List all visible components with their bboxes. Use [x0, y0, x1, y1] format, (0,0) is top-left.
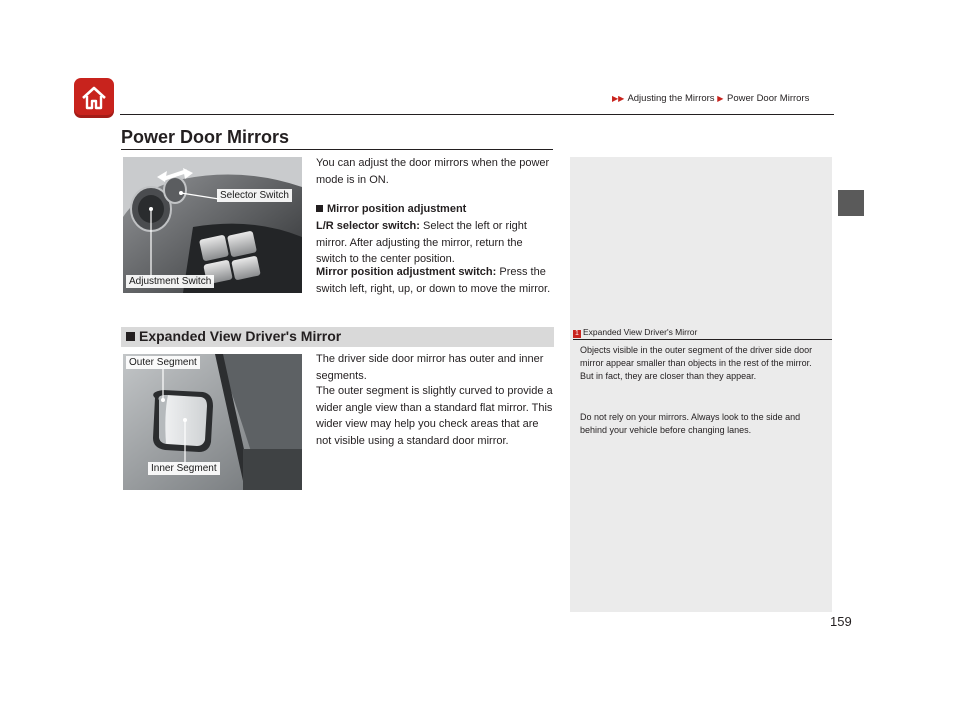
page-number: 159	[830, 614, 852, 629]
side-note-panel	[570, 157, 832, 612]
door-panel-illustration	[123, 157, 302, 293]
title-divider	[121, 149, 553, 150]
expanded-view-detail: The outer segment is slightly curved to provide a wider angle view than a standard flat mirror. This wider view may help you check areas that are not visible using a standard door mirror.	[316, 385, 553, 447]
expanded-mirror-figure	[123, 354, 302, 490]
adjustment-switch-text: Press the switch left, right, up, or down to move the mirror.	[316, 266, 551, 295]
home-button[interactable]	[74, 78, 114, 118]
subsection-heading: Mirror position adjustment	[316, 203, 466, 215]
square-bullet-icon	[316, 205, 323, 212]
breadcrumb-arrow-icon: ▶	[717, 94, 724, 103]
selector-switch-label: Selector Switch	[217, 189, 292, 202]
breadcrumb-arrow-icon: ▶▶	[612, 94, 625, 103]
breadcrumb-item[interactable]: Adjusting the Mirrors	[627, 93, 715, 104]
adjustment-switch-label: Adjustment Switch	[126, 275, 214, 288]
breadcrumb	[612, 93, 809, 104]
adjustment-switch-label-text: Mirror position adjustment switch:	[316, 266, 497, 278]
section-heading: Expanded View Driver's Mirror	[126, 328, 341, 344]
lr-selector-paragraph	[316, 218, 556, 268]
intro-paragraph: You can adjust the door mirrors when the power mode is in ON.	[316, 157, 550, 186]
side-note-warning: Do not rely on your mirrors. Always look to the side and behind your vehicle before changing lanes.	[580, 412, 801, 436]
mirror-switch-figure	[123, 157, 302, 293]
expanded-view-intro: The driver side door mirror has outer and inner segments.	[316, 353, 544, 382]
side-note-divider	[573, 339, 832, 340]
section-tab-marker	[838, 190, 864, 216]
lr-selector-label: L/R selector switch:	[316, 220, 420, 232]
note-marker-icon: 1	[573, 330, 581, 338]
inner-segment-label: Inner Segment	[148, 462, 220, 475]
breadcrumb-item[interactable]: Power Door Mirrors	[727, 93, 810, 104]
adjustment-switch-paragraph	[316, 264, 556, 297]
side-note-paragraph: Objects visible in the outer segment of the driver side door mirror appear smaller than objects in the rest of the mirror. But in fact, they are closer than they appear.	[580, 345, 813, 382]
side-note-title: 1 Expanded View Driver's Mirror	[573, 327, 697, 338]
outer-segment-label: Outer Segment	[126, 356, 200, 369]
page-title: Power Door Mirrors	[121, 127, 290, 147]
header-divider	[120, 114, 834, 115]
square-bullet-icon	[126, 332, 135, 341]
home-icon	[80, 84, 108, 112]
lr-selector-text: Select the left or right mirror. After adjusting the mirror, return the switch to the center position.	[316, 220, 527, 265]
